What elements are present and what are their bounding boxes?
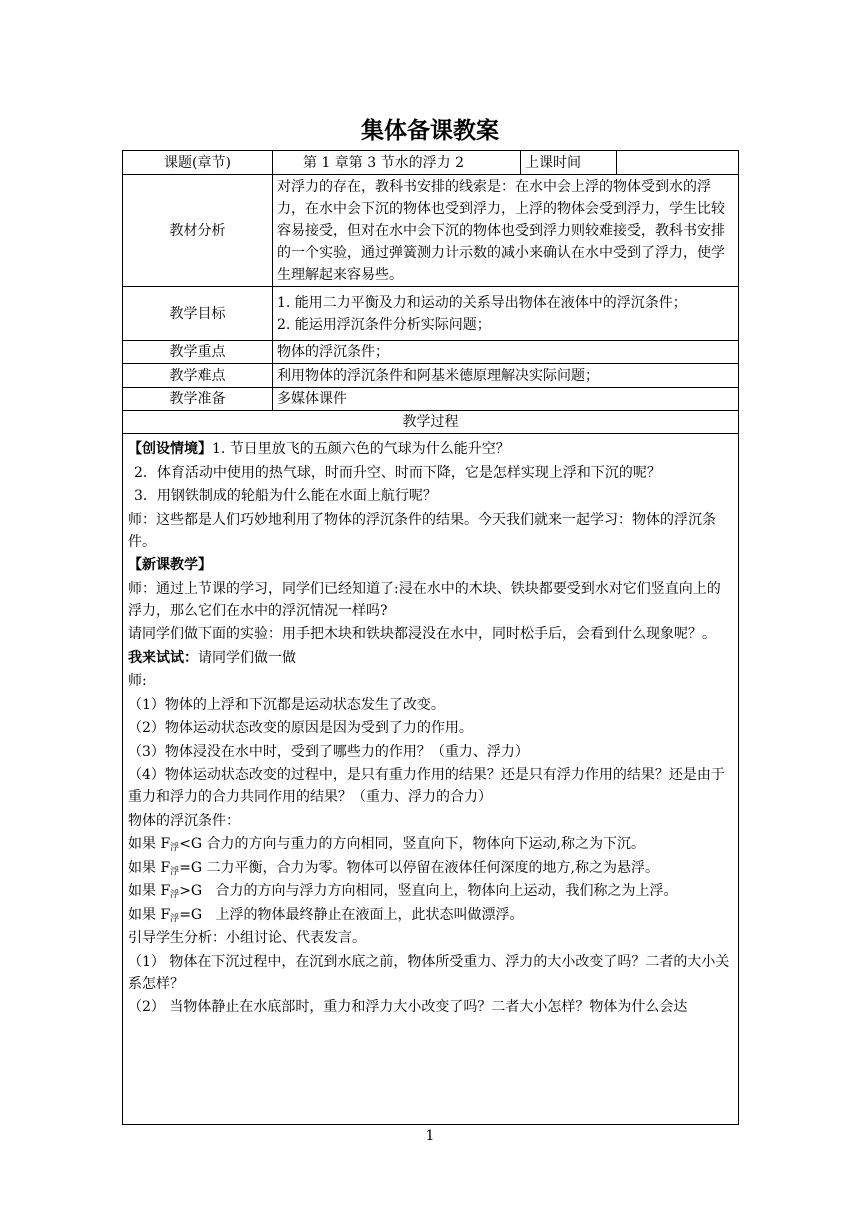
teacher-label: 师: [128, 673, 147, 689]
try-it-heading: 我来试试： [128, 649, 198, 666]
condition-float: 如果 $F_浮=G$ 上浮的物体最终静止在液面上，此状态叫做漂浮。 [128, 906, 524, 924]
goals-row [123, 287, 739, 341]
topic-value: 第 1 章第 3 节水的浮力 2 [273, 151, 521, 175]
key-point-label: 教学重点 [123, 341, 273, 364]
guide-question: （2） 当物体静止在水底部时，重力和浮力大小改变了吗？二者大小怎样？物体为什么会达 [128, 999, 688, 1015]
process-content [123, 434, 739, 1125]
scenario-question: 3．用钢铁制成的轮船为什么能在水面上航行呢？ [134, 488, 437, 504]
scenario-line: 【创设情境】1. 节日里放飞的五颜六色的气球为什么能升空？ [128, 441, 510, 457]
topic-label: 课题(章节) [123, 151, 273, 175]
difficulty-text: 利用物体的浮沉条件和阿基米德原理解决实际问题； [273, 364, 739, 388]
scenario-heading: 【创设情境】 [128, 441, 212, 457]
condition-rise: 如果 $F_浮>G$ 合力的方向与浮力方向相同，竖直向上，物体向上运动，我们称之为上浮。 [128, 883, 678, 900]
goals-cell [273, 287, 739, 341]
preparation-row [123, 388, 739, 411]
class-time-label: 上课时间 [521, 151, 617, 175]
teacher-remark: 师：通过上节课的学习，同学们已经知道了:浸在水中的木块、铁块都要受到水对它们竖直向上的浮力，那么它们在水中的浮沉情况一样吗? [128, 580, 721, 619]
key-point-row [123, 341, 739, 364]
header-row [123, 151, 739, 175]
teacher-remark: 师：这些都是人们巧妙地利用了物体的浮沉条件的结果。今天我们就来一起学习：物体的浮沉条件。 [128, 511, 716, 550]
page-number: 1 [425, 1128, 435, 1144]
scenario-question: 2．体育活动中使用的热气球，时而升空、时而下降，它是怎样实现上浮和下沉的呢？ [134, 464, 661, 481]
page-title: 集体备课教案 [361, 118, 499, 144]
class-time-value [617, 151, 739, 175]
analysis-label: 教材分析 [123, 175, 273, 287]
analysis-text: 对浮力的存在，教科书安排的线索是：在水中会上浮的物体受到水的浮力，在水中会下沉的物体也受到浮力，上浮的物体会受到浮力，学生比较容易接受，但对在水中会下沉的物体也受到浮力则较难接受，教科书安排的一个实验，通过弹簧测力计示数的减小来确认在水中受到了浮力，使学生理解起来容易些。 [273, 175, 739, 287]
lesson-plan-table [122, 150, 739, 1125]
guide-question: （1） 物体在下沉过程中，在沉到水底之前，物体所受重力、浮力的大小改变了吗？二者的大小关系怎样？ [128, 953, 730, 992]
condition-sink: 如果 $F_浮<G$ 合力的方向与重力的方向相同，竖直向下，物体向下运动,称之为下沉。 [128, 836, 646, 853]
question-item: （2）物体运动状态改变的原因是因为受到了力的作用。 [128, 720, 473, 736]
preparation-text: 多媒体课件 [273, 388, 739, 411]
condition-suspend: 如果 $F_浮=G$ 二力平衡，合力为零。物体可以停留在液体任何深度的地方,称之为悬浮。 [128, 859, 660, 877]
analysis-row [123, 175, 739, 287]
question-item: （3）物体浸没在水中时，受到了哪些力的作用？（重力、浮力） [128, 743, 529, 760]
difficulty-row [123, 364, 739, 388]
experiment-instruction: 请同学们做下面的实验：用手把木块和铁块都浸没在水中，同时松手后，会看到什么现象呢？。 [128, 626, 716, 642]
goals-label: 教学目标 [123, 287, 273, 341]
process-row [123, 434, 739, 1125]
try-it-line: 我来试试：请同学们做一做 [128, 649, 296, 666]
process-header-row [123, 411, 739, 434]
preparation-label: 教学准备 [123, 388, 273, 411]
question-item: （1）物体的上浮和下沉都是运动状态发生了改变。 [128, 696, 445, 713]
question-item: （4）物体运动状态改变的过程中，是只有重力作用的结果？还是只有浮力作用的结果？还是由于重力和浮力的合力共同作用的结果？（重力、浮力的合力） [128, 767, 725, 805]
guide-line: 引导学生分析：小组讨论、代表发言。 [128, 930, 366, 946]
goal-item: 1. 能用二力平衡及力和运动的关系导出物体在液体中的浮沉条件； [277, 294, 687, 311]
goal-item: 2. 能运用浮沉条件分析实际问题； [277, 316, 491, 333]
conditions-heading: 物体的浮沉条件： [128, 812, 240, 829]
difficulty-label: 教学难点 [123, 364, 273, 388]
process-label: 教学过程 [123, 411, 739, 434]
new-lesson-heading: 【新课教学】 [128, 557, 212, 573]
key-point-text: 物体的浮沉条件； [273, 341, 739, 364]
